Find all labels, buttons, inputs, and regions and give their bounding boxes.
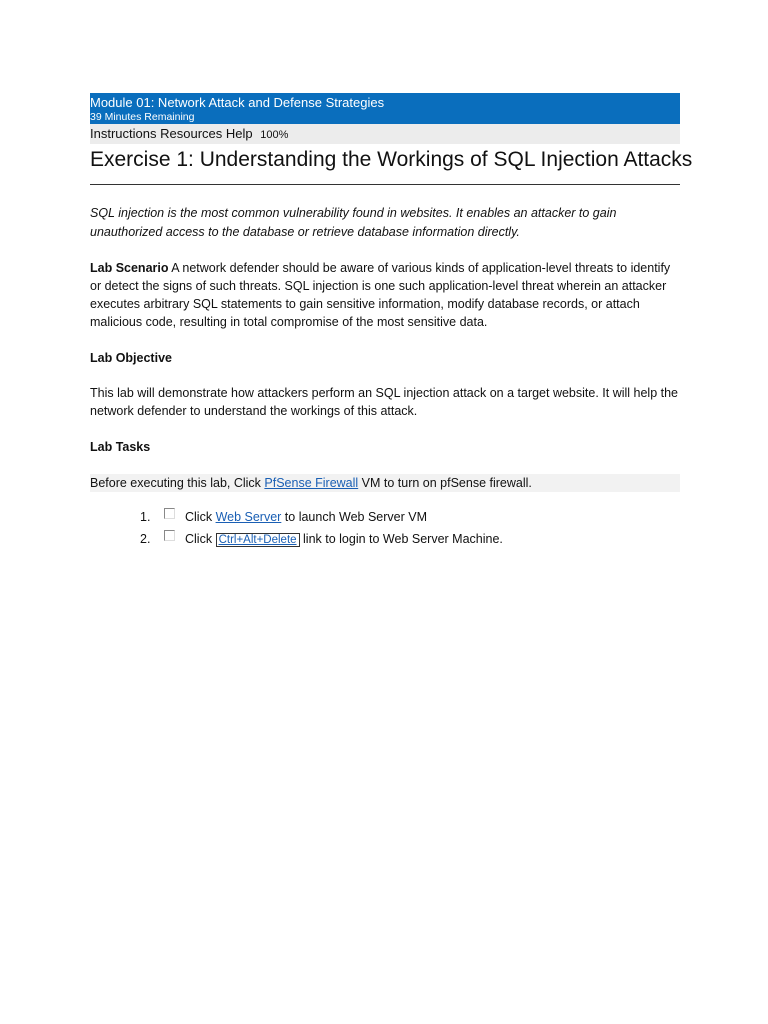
- exercise-title: Exercise 1: Understanding the Workings of SQL Injection Attacks: [90, 147, 680, 185]
- lab-tasks-heading: Lab Tasks: [90, 440, 151, 454]
- lab-objective-heading: Lab Objective: [90, 351, 172, 365]
- task-text-after: link to login to Web Server Machine.: [299, 532, 503, 546]
- lab-scenario-label: Lab Scenario: [90, 261, 169, 275]
- pfsense-firewall-link[interactable]: PfSense Firewall: [264, 476, 359, 490]
- pre-lab-note: [90, 474, 680, 492]
- task-text-before: Click: [185, 510, 216, 524]
- time-remaining: 39 Minutes Remaining: [90, 111, 195, 123]
- task-number: 1.: [140, 510, 151, 524]
- menu-help[interactable]: Help: [225, 126, 253, 141]
- lab-objective-text: This lab will demonstrate how attackers perform an SQL injection attack on a target website. It will help the network defender to understand the workings of this attack.: [90, 386, 679, 418]
- list-item: [90, 506, 680, 528]
- note-text-before: Before executing this lab, Click: [90, 476, 265, 490]
- zoom-level[interactable]: 100%: [260, 129, 289, 141]
- menu-instructions[interactable]: Instructions: [90, 126, 157, 141]
- task-number: 2.: [140, 532, 151, 546]
- menu-bar: [90, 124, 680, 144]
- task-text-before: Click: [185, 532, 216, 546]
- lab-scenario: [90, 259, 680, 331]
- list-item: [90, 528, 680, 551]
- ctrl-alt-delete-link[interactable]: Ctrl+Alt+Delete: [216, 533, 300, 547]
- task-list: [90, 506, 680, 551]
- menu-resources[interactable]: Resources: [160, 126, 223, 141]
- web-server-link[interactable]: Web Server: [215, 510, 282, 524]
- task-text-after: to launch Web Server VM: [281, 510, 427, 524]
- lab-scenario-text: A network defender should be aware of various kinds of application-level threats to identify or detect the signs of such threats. SQL injection is one such application-level threat wherein an attacker executes arbitrary SQL statements to gain sensitive information, modify database records, or attach malicious code, resulting in total compromise of the most sensitive data.: [90, 261, 671, 329]
- task-checkbox[interactable]: [164, 508, 175, 519]
- intro-text: SQL injection is the most common vulnerability found in websites. It enables an attacker to gain unauthorized access to the database or retrieve database information directly.: [90, 206, 617, 239]
- task-checkbox[interactable]: [164, 530, 175, 541]
- module-header: [90, 93, 680, 124]
- note-text-after: VM to turn on pfSense firewall.: [358, 476, 532, 490]
- module-title: Module 01: Network Attack and Defense Strategies: [90, 95, 385, 110]
- lab-content: [90, 93, 693, 551]
